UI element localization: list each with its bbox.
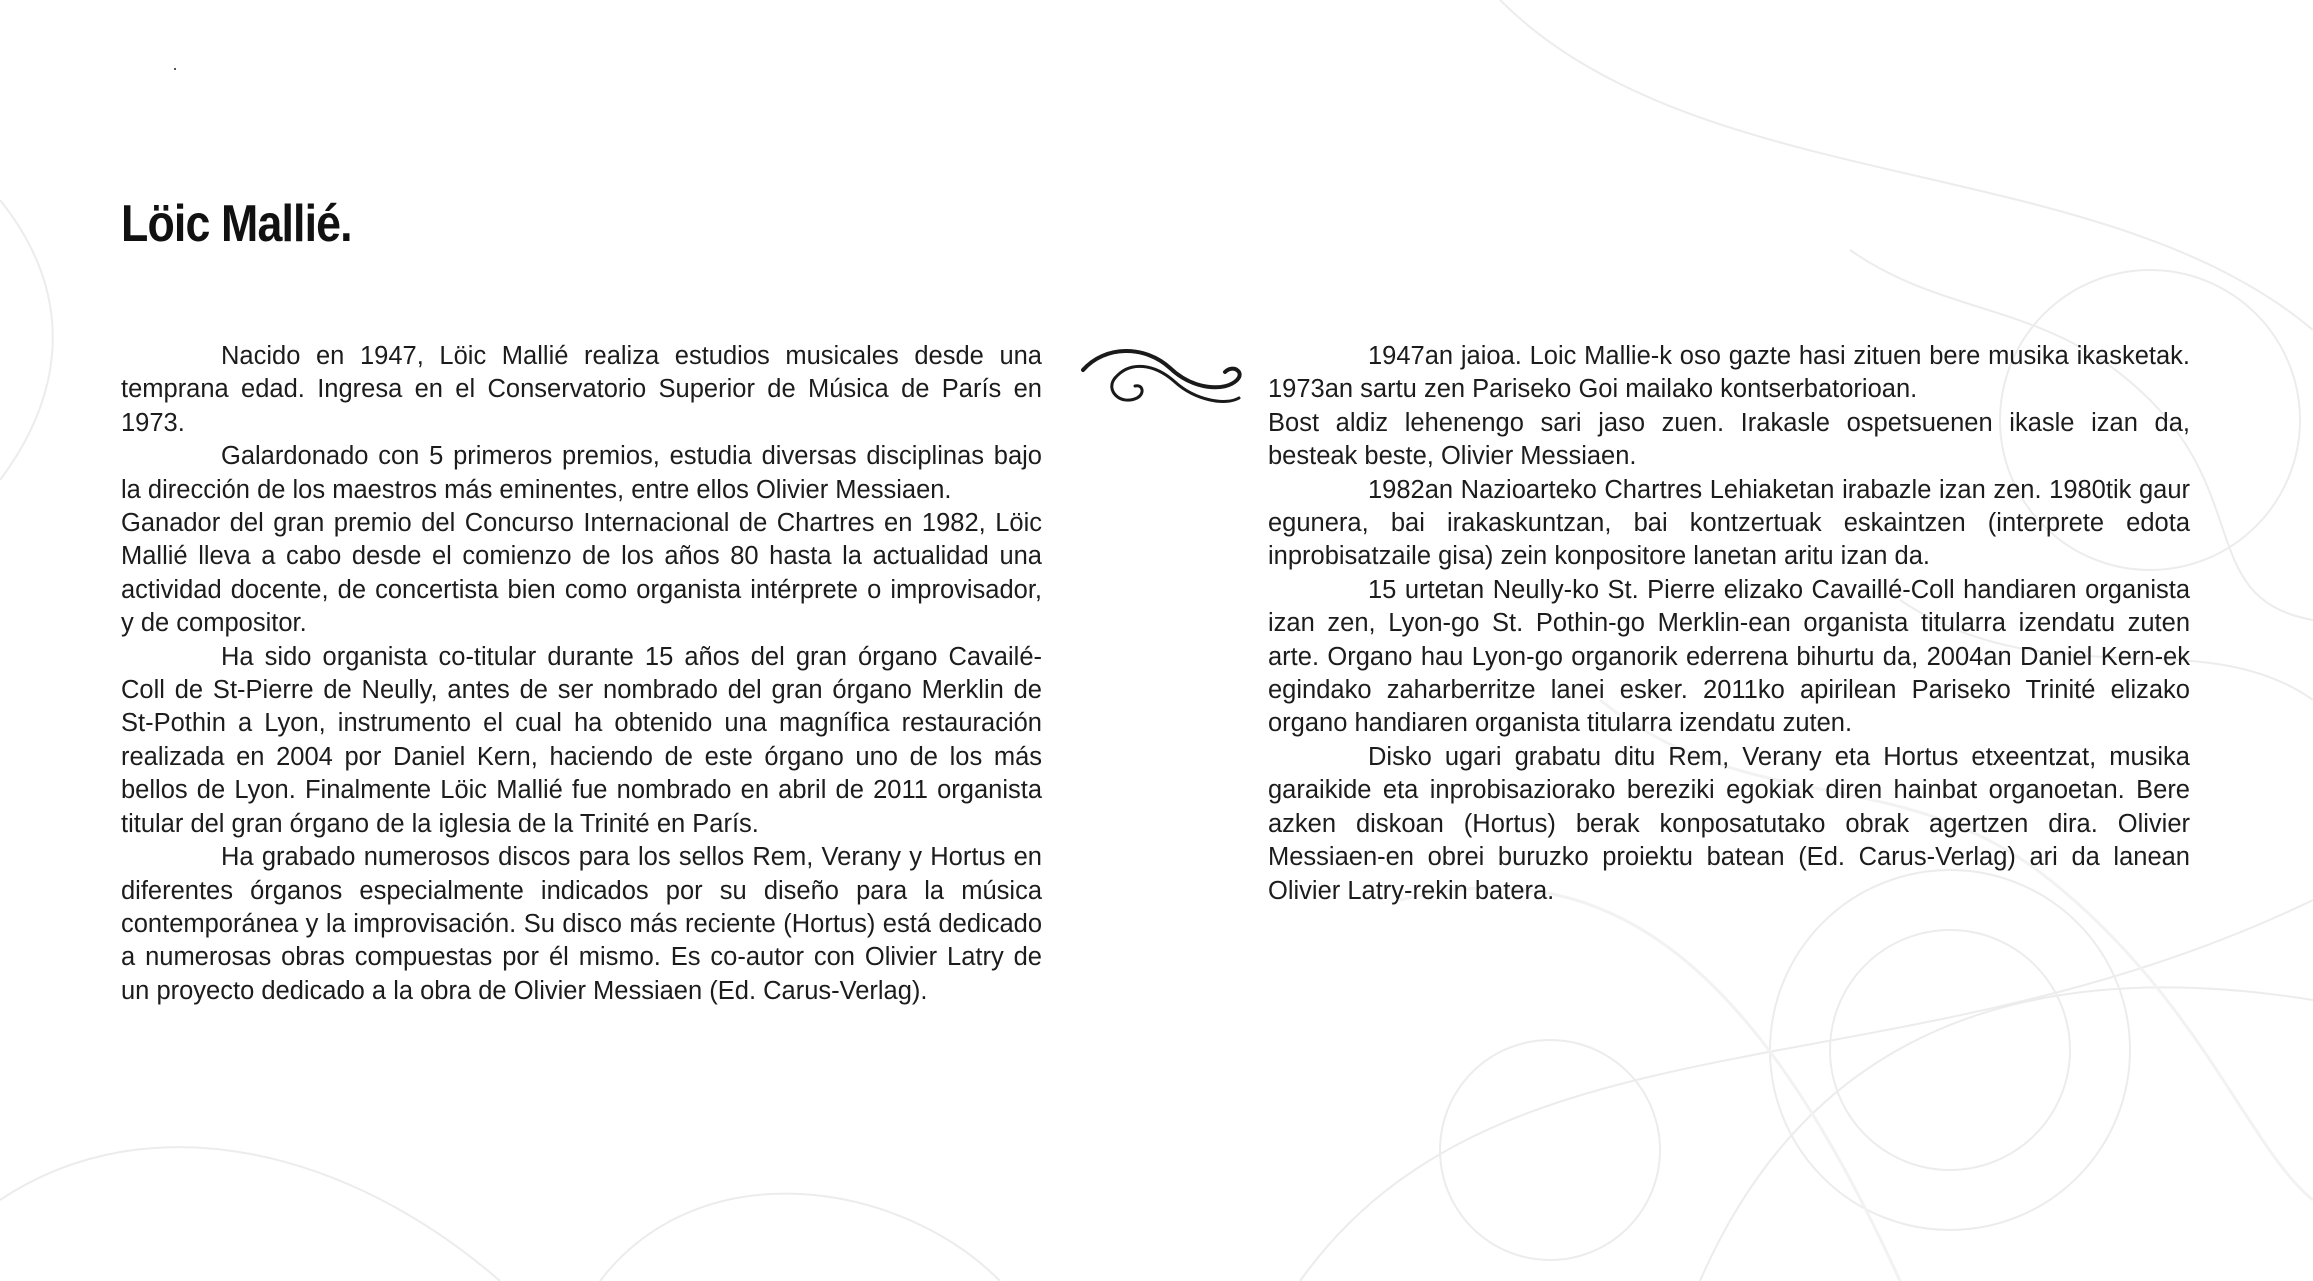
spanish-paragraph-5: Ha grabado numerosos discos para los sellos Rem, Verany y Hortus en diferentes órganos especialmente indicados por su diseño para la música contemporánea y la improvisación. Su disco más reciente (Hortus) está dedicado a numerosas obras compuestas por él mismo. Es co-autor con Olivier Latry de un proyecto dedicado a la obra de Olivier Messiaen (Ed. Carus-Verlag). — [121, 843, 1042, 1005]
basque-paragraph-1: 1947an jaioa. Loic Mallie-k oso gazte hasi zituen bere musika ikasketak. 1973an sartu zen Pariseko Goi mailako kontserbatorioan. — [1268, 342, 2190, 404]
stray-dot — [174, 68, 176, 70]
basque-paragraph-2: Bost aldiz lehenengo sari jaso zuen. Irakasle ospetsuenen ikasle izan da, besteak beste, Olivier Messiaen. — [1268, 408, 2190, 471]
page-title: Löic Mallié. — [121, 195, 352, 253]
basque-column — [1268, 340, 2190, 908]
basque-paragraph-5: Disko ugari grabatu ditu Rem, Verany eta Hortus etxeentzat, musika garaikide eta inprobisaziorako bereziki egokiak diren hainbat organoetan. Bere azken diskoan (Hortus) berak konposatutako obrak agertzen dira. Olivier Messiaen-en obrei buruzko proiektu batean (Ed. Carus-Verlag) ari da lanean Olivier Latry-rekin batera. — [1268, 742, 2190, 905]
spanish-column — [121, 340, 1042, 1008]
spanish-paragraph-3: Ganador del gran premio del Concurso Internacional de Chartres en 1982, Löic Mallié lleva a cabo desde el comienzo de los años 80 hasta la actualidad una actividad docente, de concertista bien como organista intérprete o improvisador, y de compositor. — [121, 509, 1042, 638]
flourish-ornament-icon — [1075, 340, 1245, 415]
basque-paragraph-4: 15 urtetan Neully-ko St. Pierre elizako Cavaillé-Coll handiaren organista izan zen, Lyon-go St. Pothin-go Merklin-ean organista titularra izendatu zuten arte. Organo hau Lyon-go organorik ederrena bihurtu da, 2004an Daniel Kern-ek egindako zaharberritze lanei esker. 2011ko apirilean Pariseko Trinité elizako organo handiaren organista titularra izendatu zuten. — [1268, 575, 2190, 738]
spanish-paragraph-4: Ha sido organista co-titular durante 15 años del gran órgano Cavailé-Coll de St-Pierre de Neully, antes de ser nombrado del gran órgano Merklin de St-Pothin a Lyon, instrumento el cual ha obtenido una magnífica restauración realizada en 2004 por Daniel Kern, haciendo de este órgano uno de los más bellos de Lyon. Finalmente Löic Mallié fue nombrado en abril de 2011 organista titular del gran órgano de la iglesia de la Trinité en París. — [121, 642, 1042, 838]
spanish-paragraph-2: Galardonado con 5 primeros premios, estudia diversas disciplinas bajo la dirección de los maestros más eminentes, entre ellos Olivier Messiaen. — [121, 442, 1042, 504]
basque-paragraph-3: 1982an Nazioarteko Chartres Lehiaketan irabazle izan zen. 1980tik gaur egunera, bai irakaskuntzan, bai kontzertuak eskaintzen (interprete edota inprobisatzaile gisa) zein konpositore lanetan aritu izan da. — [1268, 475, 2190, 571]
spanish-paragraph-1: Nacido en 1947, Löic Mallié realiza estudios musicales desde una temprana edad. Ingresa en el Conservatorio Superior de Música de París en 1973. — [121, 342, 1042, 437]
